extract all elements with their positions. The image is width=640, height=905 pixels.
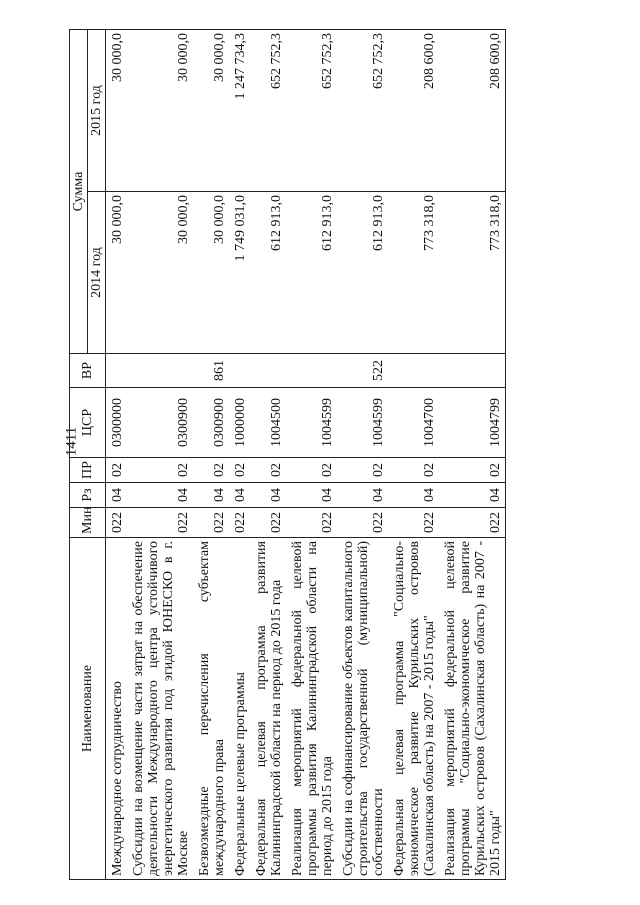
header-rz: Рз [70, 483, 106, 508]
row-name: Безвозмездные перечисления субъектам международного права [193, 538, 229, 880]
row-rz: 04 [229, 483, 250, 508]
row-csr: 1004700 [388, 388, 439, 458]
budget-table [69, 29, 506, 880]
row-sum-2014: 612 913,0 [286, 192, 337, 354]
row-vr [286, 354, 337, 388]
row-name: Реализация мероприятий федеральной целевой программы развития Калининградской области на период до 2015 года [286, 538, 337, 880]
row-name: Международное сотрудничество [106, 538, 128, 880]
header-csr: ЦСР [70, 388, 106, 458]
row-name: Федеральная целевая программа "Социально-экономическое развитие Курильских островов (Сахалинская область) на 2007 - 2015 годы" [388, 538, 439, 880]
row-vr [106, 354, 128, 388]
table-row [229, 30, 250, 880]
table-row [337, 30, 388, 880]
row-pr: 02 [250, 458, 286, 483]
row-min: 022 [250, 508, 286, 538]
rotated-page-content [69, 30, 611, 880]
row-pr: 02 [337, 458, 388, 483]
row-vr [127, 354, 193, 388]
row-min: 022 [337, 508, 388, 538]
row-min: 022 [106, 508, 128, 538]
row-vr [439, 354, 506, 388]
page-number: 1411 [63, 426, 80, 457]
row-pr: 02 [106, 458, 128, 483]
row-sum-2015: 208 600,0 [439, 30, 506, 192]
header-sum: Сумма [70, 30, 88, 354]
row-sum-2014: 773 318,0 [439, 192, 506, 354]
table-row [286, 30, 337, 880]
row-sum-2015: 652 752,3 [337, 30, 388, 192]
row-name: Субсидии на софинансирование объектов капитального строительства государственной (муниципальной) собственности [337, 538, 388, 880]
row-csr: 1004799 [439, 388, 506, 458]
header-min: Мин [70, 508, 106, 538]
row-vr [229, 354, 250, 388]
row-pr: 02 [193, 458, 229, 483]
row-vr: 522 [337, 354, 388, 388]
row-min: 022 [193, 508, 229, 538]
table-row [193, 30, 229, 880]
row-sum-2014: 612 913,0 [337, 192, 388, 354]
row-vr: 861 [193, 354, 229, 388]
header-pr: ПР [70, 458, 106, 483]
row-sum-2015: 652 752,3 [250, 30, 286, 192]
row-min: 022 [127, 508, 193, 538]
row-sum-2014: 30 000,0 [106, 192, 128, 354]
row-vr [388, 354, 439, 388]
row-csr: 0300900 [193, 388, 229, 458]
row-min: 022 [286, 508, 337, 538]
row-name: Федеральная целевая программа развития Калининградской области на период до 2015 года [250, 538, 286, 880]
row-sum-2015: 208 600,0 [388, 30, 439, 192]
row-sum-2015: 30 000,0 [106, 30, 128, 192]
row-sum-2015: 652 752,3 [286, 30, 337, 192]
row-pr: 02 [439, 458, 506, 483]
row-sum-2015: 30 000,0 [127, 30, 193, 192]
row-csr: 0300000 [106, 388, 128, 458]
header-2014: 2014 год [88, 192, 106, 354]
row-csr: 1000000 [229, 388, 250, 458]
row-sum-2014: 30 000,0 [193, 192, 229, 354]
table-body [106, 30, 506, 880]
row-min: 022 [388, 508, 439, 538]
row-csr: 1004500 [250, 388, 286, 458]
row-rz: 04 [106, 483, 128, 508]
row-name: Федеральные целевые программы [229, 538, 250, 880]
row-rz: 04 [286, 483, 337, 508]
row-sum-2014: 612 913,0 [250, 192, 286, 354]
row-sum-2015: 1 247 734,3 [229, 30, 250, 192]
header-name: Наименование [70, 538, 106, 880]
row-pr: 02 [229, 458, 250, 483]
row-rz: 04 [337, 483, 388, 508]
row-sum-2014: 30 000,0 [127, 192, 193, 354]
row-sum-2015: 30 000,0 [193, 30, 229, 192]
row-rz: 04 [193, 483, 229, 508]
table-row [127, 30, 193, 880]
table-row [439, 30, 506, 880]
header-2015: 2015 год [88, 30, 106, 192]
table-row [106, 30, 128, 880]
row-pr: 02 [388, 458, 439, 483]
row-pr: 02 [286, 458, 337, 483]
row-name: Субсидии на возмещение части затрат на обеспечение деятельности Международного центра устойчивого энергетического развития под эгидой ЮНЕСКО в г. Москве [127, 538, 193, 880]
row-rz: 04 [388, 483, 439, 508]
row-csr: 1004599 [337, 388, 388, 458]
row-sum-2014: 1 749 031,0 [229, 192, 250, 354]
row-min: 022 [439, 508, 506, 538]
row-rz: 04 [250, 483, 286, 508]
row-rz: 04 [127, 483, 193, 508]
row-vr [250, 354, 286, 388]
row-name: Реализация мероприятий федеральной целевой программы "Социально-экономическое развитие Курильских островов (Сахалинская область) на 2007 - 2015 годы" [439, 538, 506, 880]
row-sum-2014: 773 318,0 [388, 192, 439, 354]
row-pr: 02 [127, 458, 193, 483]
row-min: 022 [229, 508, 250, 538]
table-row [250, 30, 286, 880]
table-row [388, 30, 439, 880]
row-rz: 04 [439, 483, 506, 508]
row-csr: 1004599 [286, 388, 337, 458]
row-csr: 0300900 [127, 388, 193, 458]
header-vr: ВР [70, 354, 106, 388]
table-header [70, 30, 106, 880]
